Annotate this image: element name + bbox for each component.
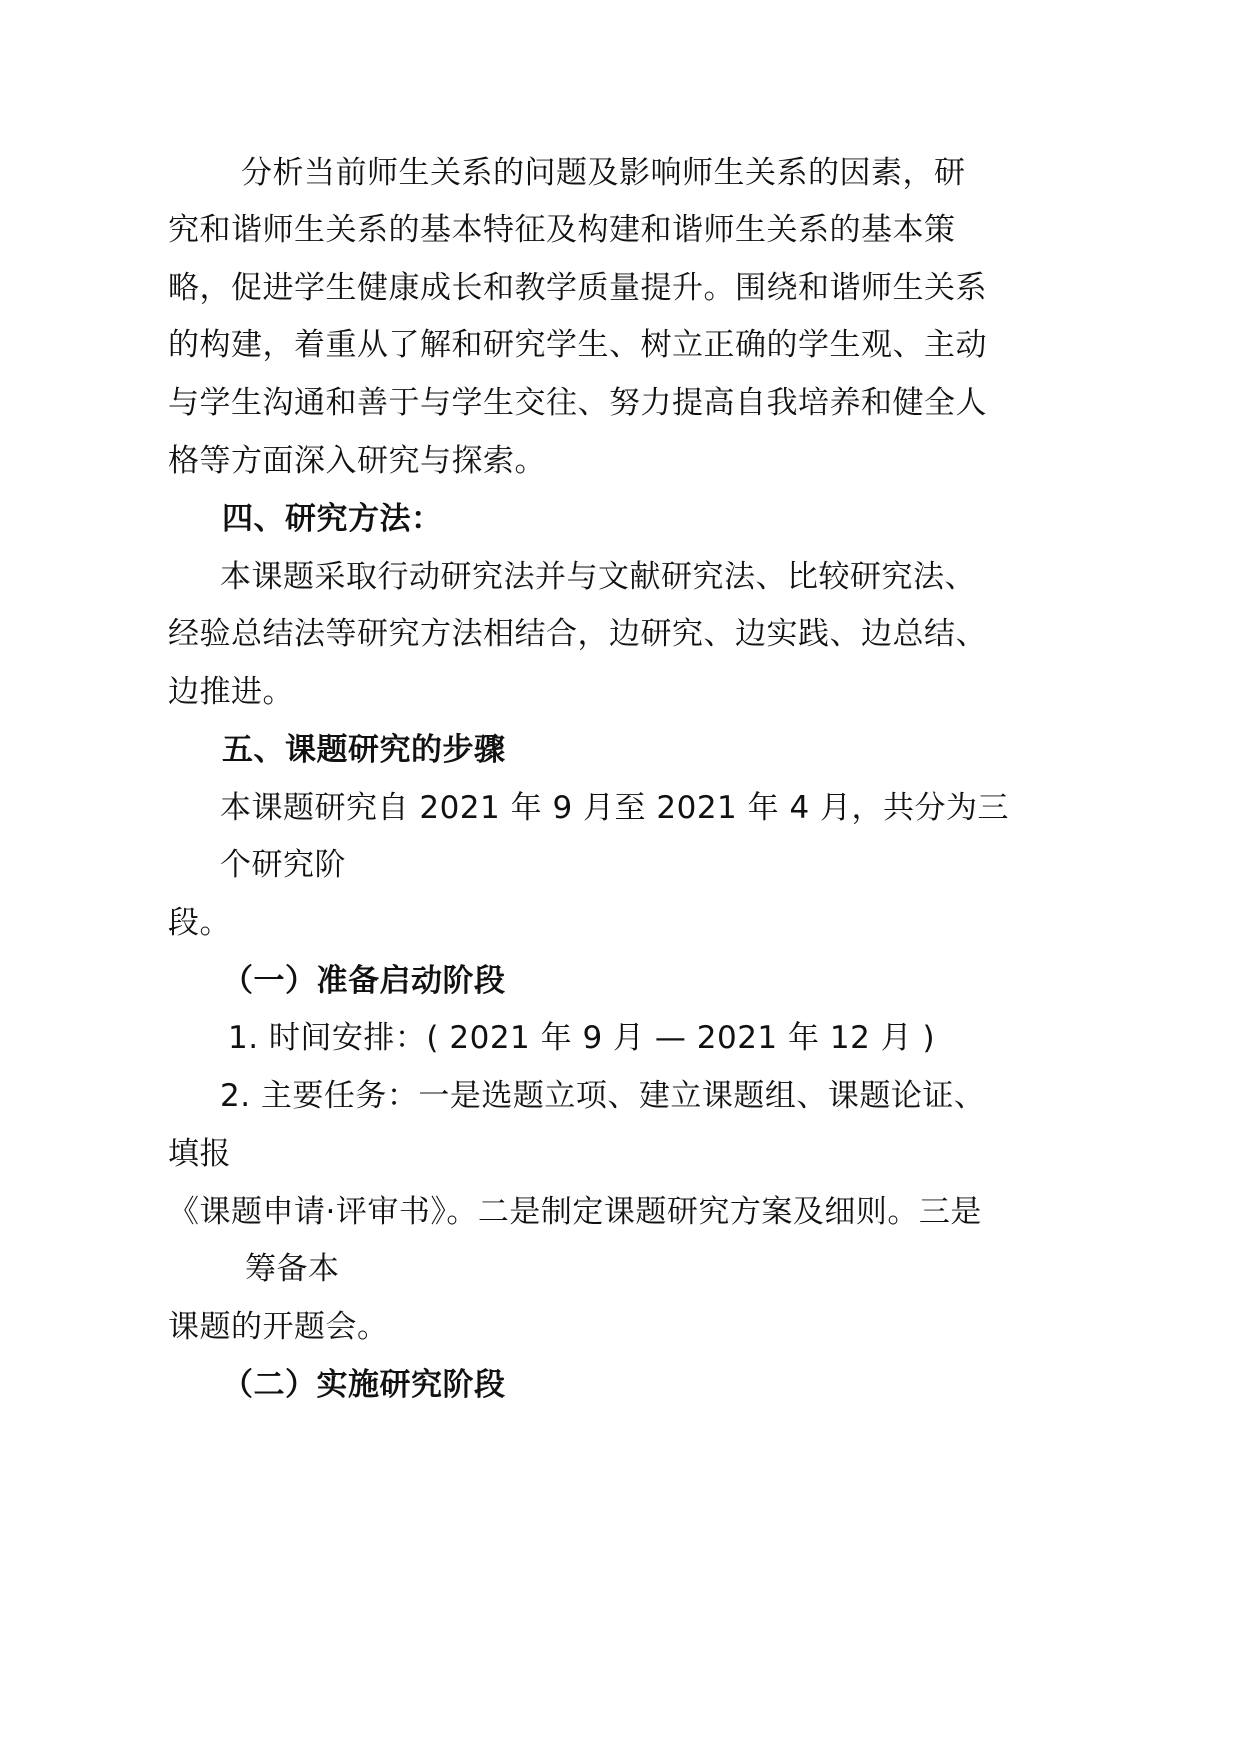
paragraph-line: 格等方面深入研究与探索。 — [168, 443, 546, 479]
subsection-heading: （二）实施研究阶段 — [222, 1367, 506, 1403]
paragraph-line: 略，促进学生健康成长和教学质量提升。围绕和谐师生关系 — [168, 270, 987, 306]
paragraph-line: 本课题采取行动研究法并与文献研究法、比较研究法、 — [220, 559, 976, 595]
paragraph-line: 边推进。 — [168, 674, 294, 710]
subsection-heading: （一）准备启动阶段 — [222, 963, 506, 999]
paragraph-line: 1. 时间安排：( 2021 年 9 月 — 2021 年 12 月 ) — [228, 1020, 936, 1056]
section-heading: 五、课题研究的步骤 — [222, 732, 506, 768]
paragraph-line: 2. 主要任务：一是选题立项、建立课题组、课题论证、 — [220, 1078, 986, 1114]
paragraph-line: 经验总结法等研究方法相结合，边研究、边实践、边总结、 — [168, 616, 987, 652]
paragraph-line: 填报 — [168, 1136, 231, 1172]
paragraph-line: 分析当前师生关系的问题及影响师生关系的因素，研 — [241, 155, 966, 191]
paragraph-line: 的构建，着重从了解和研究学生、树立正确的学生观、主动 — [168, 327, 987, 363]
paragraph-line: 本课题研究自 2021 年 9 月至 2021 年 4 月，共分为三 — [220, 790, 1010, 826]
paragraph-line: 课题的开题会。 — [168, 1309, 389, 1345]
paragraph-line: 《课题申请·评审书》。二是制定课题研究方案及细则。三是 — [168, 1194, 982, 1230]
paragraph-line: 究和谐师生关系的基本特征及构建和谐师生关系的基本策 — [168, 212, 956, 248]
paragraph-line: 与学生沟通和善于与学生交往、努力提高自我培养和健全人 — [168, 385, 987, 421]
paragraph-line: 段。 — [168, 905, 231, 941]
paragraph-line: 筹备本 — [245, 1251, 340, 1287]
section-heading: 四、研究方法： — [222, 501, 443, 537]
paragraph-line: 个研究阶 — [220, 847, 346, 883]
